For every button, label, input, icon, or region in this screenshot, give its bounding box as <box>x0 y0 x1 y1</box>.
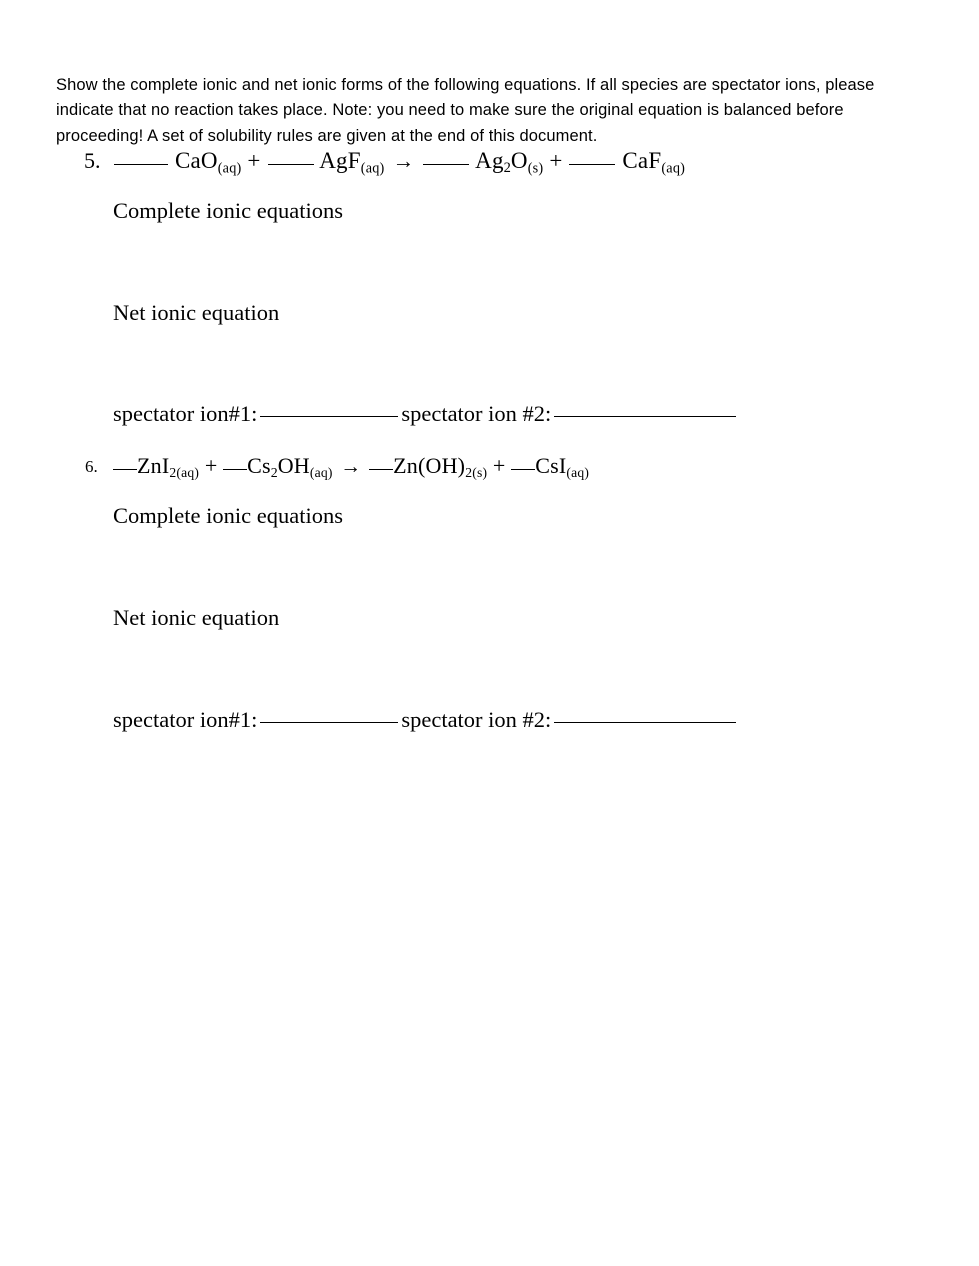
spectator-ion-1-label-6: spectator ion#1: <box>113 707 258 732</box>
spectator-ion-2-blank-6[interactable] <box>554 722 736 723</box>
spectator-ion-line-5 <box>113 401 739 427</box>
complete-ionic-label-5: Complete ionic equations <box>113 198 343 223</box>
coefficient-blank-p1-6[interactable] <box>369 469 393 470</box>
equation-body-6 <box>113 453 589 481</box>
complete-ionic-label-6: Complete ionic equations <box>113 503 343 528</box>
coefficient-blank-p1[interactable] <box>423 164 469 165</box>
plus-sign-1-6: + <box>204 453 218 478</box>
spectator-ion-1-blank-6[interactable] <box>260 722 398 723</box>
plus-sign-1: + <box>247 148 261 173</box>
coefficient-blank-p2-6[interactable] <box>511 469 535 470</box>
spectator-ion-line-6 <box>113 707 739 733</box>
coefficient-blank-r2-6[interactable] <box>223 469 247 470</box>
reactant-2-suffix-6: OH <box>277 453 310 478</box>
coefficient-blank-r1[interactable] <box>114 164 168 165</box>
reactant-2-state: (aq) <box>360 160 385 177</box>
reactant-1-sub-state-6: 2(aq) <box>169 465 200 481</box>
equation-body-5 <box>113 148 685 177</box>
plus-sign-2-6: + <box>492 453 506 478</box>
net-ionic-label-6: Net ionic equation <box>113 605 280 630</box>
reactant-1-state: (aq) <box>217 160 242 177</box>
reactant-2-subscript-6: 2 <box>270 464 278 480</box>
coefficient-blank-p2[interactable] <box>569 164 615 165</box>
reactant-2-state-6: (aq) <box>309 465 333 481</box>
spectator-ion-2-label-5: spectator ion #2: <box>401 401 552 426</box>
product-2-formula: CaF <box>622 148 662 173</box>
spectator-ion-1-blank-5[interactable] <box>260 416 398 417</box>
reaction-arrow-icon: → <box>392 149 415 173</box>
product-2-state: (aq) <box>661 160 686 177</box>
problem-number-6: 6. <box>85 457 98 476</box>
product-1-state: (s) <box>527 160 544 177</box>
net-ionic-label-5: Net ionic equation <box>113 300 280 325</box>
spectator-ion-2-label-6: spectator ion #2: <box>401 707 552 732</box>
coefficient-blank-r2[interactable] <box>268 164 314 165</box>
product-1-sub-state-6: 2(s) <box>465 465 488 481</box>
reactant-1-formula-6: ZnI <box>137 453 170 478</box>
spectator-ion-2-blank-5[interactable] <box>554 416 736 417</box>
product-1-prefix: Ag <box>475 148 504 173</box>
problem-number-5: 5. <box>84 148 101 173</box>
plus-sign-2: + <box>549 148 563 173</box>
instructions-paragraph: Show the complete ionic and net ionic forms of the following equations. If all species are spectator ions, please indicate that no reaction takes place. Note: you need to make sure the original equation is balanced before proceeding! A set of solubility rules are given at the end of this document. <box>56 75 875 145</box>
product-2-state-6: (aq) <box>566 465 590 481</box>
product-1-formula-6: Zn(OH) <box>393 453 466 478</box>
reactant-2-prefix-6: Cs <box>247 453 271 478</box>
reactant-1-formula: CaO <box>174 148 218 173</box>
product-1-suffix: O <box>510 148 528 173</box>
coefficient-blank-r1-6[interactable] <box>113 469 137 470</box>
spectator-ion-1-label-5: spectator ion#1: <box>113 401 258 426</box>
reactant-2-formula: AgF <box>319 148 361 173</box>
reaction-arrow-icon-6: → <box>340 454 362 478</box>
product-1-subscript: 2 <box>503 160 511 177</box>
product-2-formula-6: CsI <box>535 453 567 478</box>
